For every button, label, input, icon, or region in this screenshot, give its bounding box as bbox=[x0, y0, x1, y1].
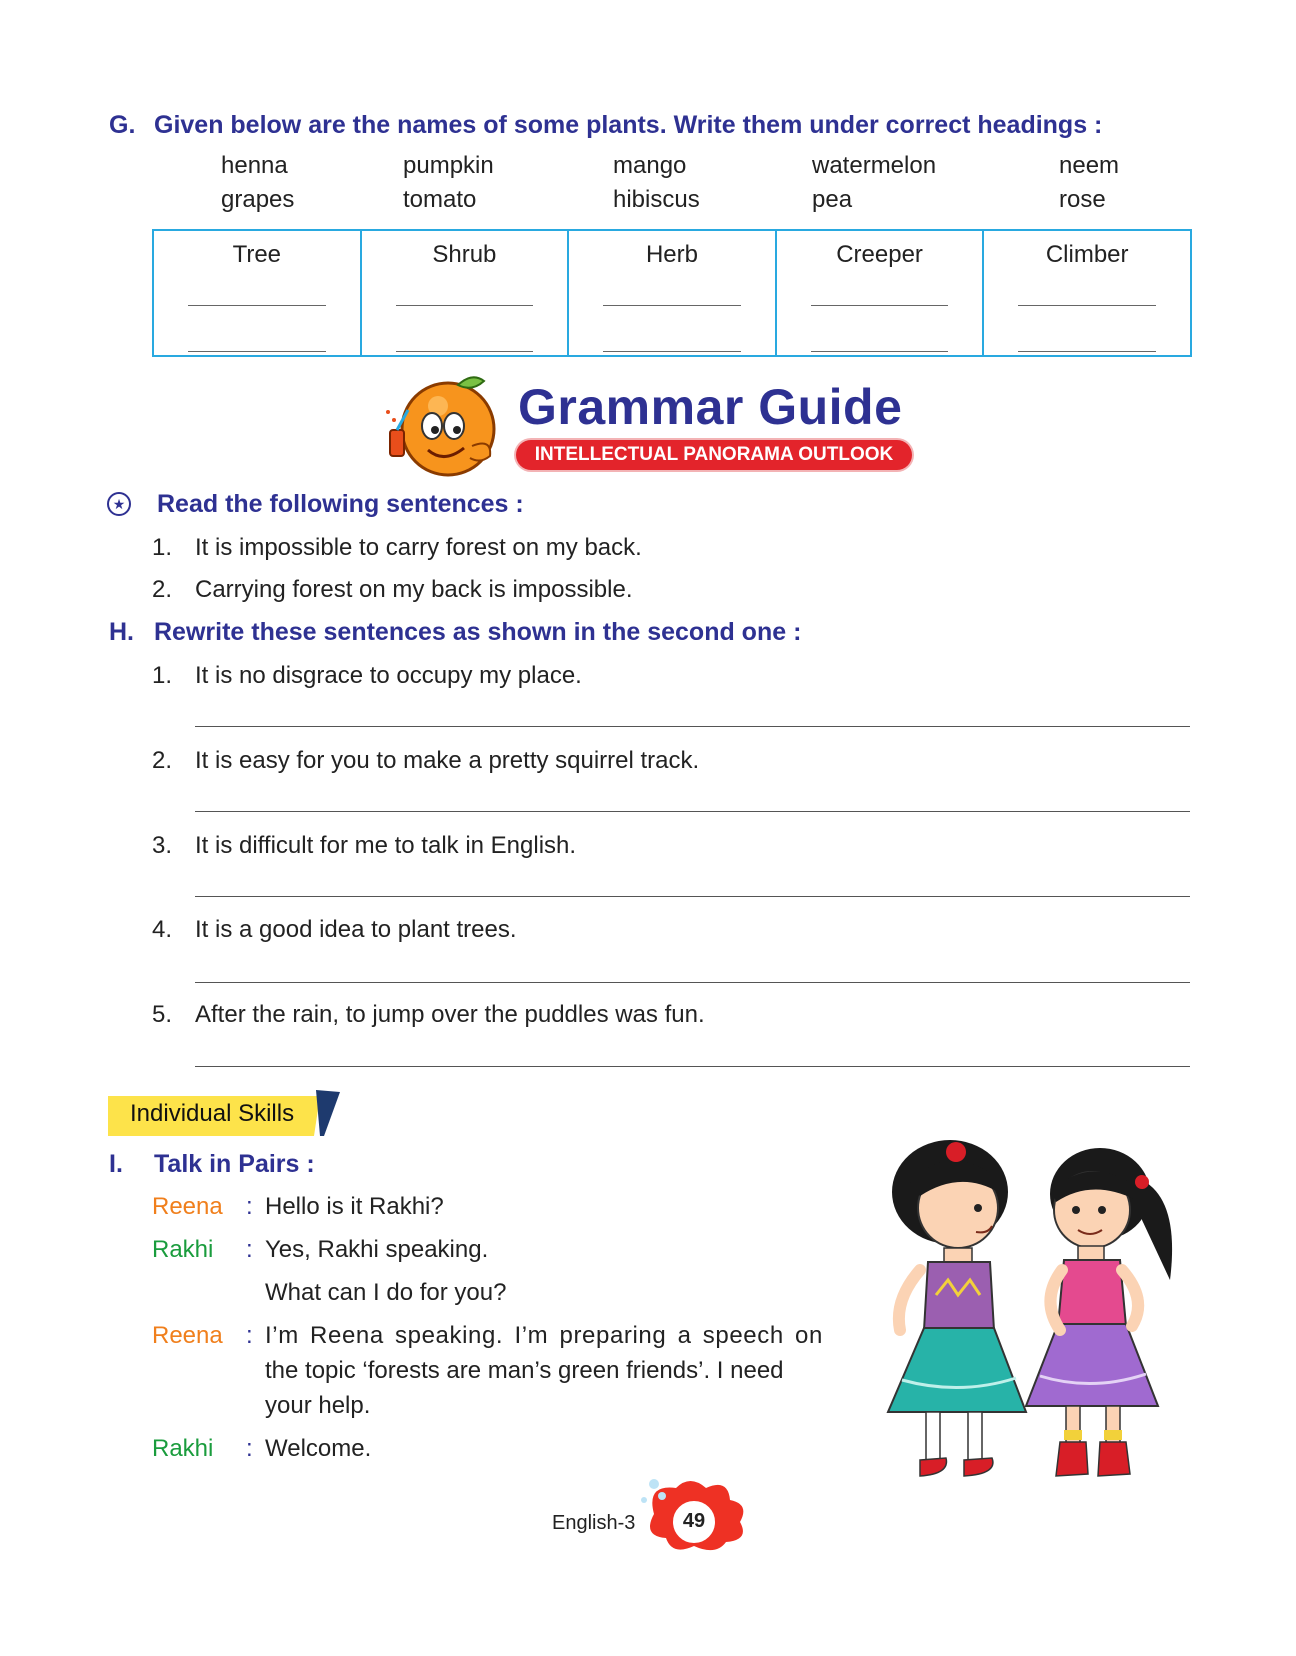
plant-category-table bbox=[152, 229, 1192, 357]
plant-word: tomato bbox=[403, 186, 477, 213]
rewrite-sentence: It is difficult for me to talk in English. bbox=[195, 832, 577, 859]
table-column-creeper bbox=[777, 231, 985, 355]
plant-word: grapes bbox=[221, 186, 295, 213]
question-h-heading: Rewrite these sentences as shown in the second one : bbox=[154, 618, 802, 646]
page-number: 49 bbox=[682, 1510, 706, 1532]
plant-word: henna bbox=[221, 152, 288, 179]
answer-blank[interactable] bbox=[188, 351, 326, 352]
read-heading: Read the following sentences : bbox=[157, 490, 524, 518]
footer-book-title: English-3 bbox=[552, 1512, 636, 1534]
banner-title: Grammar Guide bbox=[518, 379, 903, 435]
sentence-number: 2. bbox=[152, 576, 173, 603]
speaker-colon: : bbox=[246, 1193, 253, 1220]
answer-blank[interactable] bbox=[1018, 351, 1156, 352]
speaker-rakhi: Rakhi bbox=[152, 1236, 214, 1263]
speaker-reena: Reena bbox=[152, 1322, 223, 1349]
question-letter-h: H. bbox=[109, 618, 134, 646]
column-heading: Climber bbox=[1045, 241, 1129, 268]
item-number: 2. bbox=[152, 747, 173, 774]
question-letter-i: I. bbox=[109, 1150, 123, 1178]
answer-blank[interactable] bbox=[603, 351, 741, 352]
plant-word: rose bbox=[1059, 186, 1106, 213]
answer-line[interactable] bbox=[195, 811, 1190, 812]
plant-word: watermelon bbox=[812, 152, 937, 179]
speaker-colon: : bbox=[246, 1322, 253, 1349]
plant-word: pumpkin bbox=[403, 152, 494, 179]
question-letter-g: G. bbox=[109, 111, 136, 139]
rewrite-sentence: It is a good idea to plant trees. bbox=[195, 916, 517, 943]
rewrite-sentence: It is no disgrace to occupy my place. bbox=[195, 662, 582, 689]
dialogue-line: Yes, Rakhi speaking. bbox=[265, 1236, 489, 1263]
dialogue-line: your help. bbox=[265, 1392, 371, 1419]
plant-word: hibiscus bbox=[613, 186, 700, 213]
plant-word: neem bbox=[1059, 152, 1120, 179]
individual-skills-tag bbox=[108, 1090, 340, 1136]
speaker-rakhi: Rakhi bbox=[152, 1435, 214, 1462]
banner-subtitle: INTELLECTUAL PANORAMA OUTLOOK bbox=[516, 440, 912, 470]
answer-blank[interactable] bbox=[603, 305, 741, 306]
answer-blank[interactable] bbox=[1018, 305, 1156, 306]
answer-blank[interactable] bbox=[396, 351, 534, 352]
plant-word: mango bbox=[613, 152, 687, 179]
question-g-heading: Given below are the names of some plants. Write them under correct headings : bbox=[154, 111, 1103, 139]
speaker-reena: Reena bbox=[152, 1193, 223, 1220]
star-bullet-icon: ★ bbox=[107, 492, 131, 516]
dialogue-line: I’m Reena speaking. I’m preparing a speech on bbox=[265, 1322, 823, 1349]
column-heading: Creeper bbox=[836, 241, 923, 268]
table-column-herb bbox=[569, 231, 777, 355]
orange-mascot-icon bbox=[380, 372, 510, 482]
answer-blank[interactable] bbox=[811, 351, 949, 352]
sentence-number: 1. bbox=[152, 534, 173, 561]
individual-skills-label: Individual Skills bbox=[130, 1100, 295, 1127]
speaker-colon: : bbox=[246, 1435, 253, 1462]
table-column-shrub bbox=[362, 231, 570, 355]
example-sentence: Carrying forest on my back is impossible. bbox=[195, 576, 633, 603]
girl-right-figure bbox=[1026, 1148, 1172, 1476]
answer-line[interactable] bbox=[195, 896, 1190, 897]
dialogue-line: Hello is it Rakhi? bbox=[265, 1193, 444, 1220]
answer-blank[interactable] bbox=[811, 305, 949, 306]
dialogue-line: the topic ‘forests are man’s green friends’. I need bbox=[265, 1357, 784, 1384]
table-column-tree bbox=[154, 231, 362, 355]
answer-line[interactable] bbox=[195, 726, 1190, 727]
item-number: 5. bbox=[152, 1001, 173, 1028]
example-sentence: It is impossible to carry forest on my back. bbox=[195, 534, 642, 561]
answer-blank[interactable] bbox=[188, 305, 326, 306]
grammar-guide-banner bbox=[380, 372, 920, 482]
column-heading: Herb bbox=[645, 241, 698, 268]
plant-word: pea bbox=[812, 186, 853, 213]
answer-line[interactable] bbox=[195, 982, 1190, 983]
column-heading: Shrub bbox=[432, 241, 497, 268]
rewrite-sentence: After the rain, to jump over the puddles was fun. bbox=[195, 1001, 705, 1028]
table-column-climber bbox=[984, 231, 1190, 355]
item-number: 1. bbox=[152, 662, 173, 689]
girl-left-figure bbox=[888, 1140, 1026, 1476]
rewrite-sentence: It is easy for you to make a pretty squirrel track. bbox=[195, 747, 700, 774]
two-girls-illustration bbox=[880, 1130, 1200, 1490]
item-number: 4. bbox=[152, 916, 173, 943]
speaker-colon: : bbox=[246, 1236, 253, 1263]
dialogue-line: What can I do for you? bbox=[265, 1279, 507, 1306]
item-number: 3. bbox=[152, 832, 173, 859]
dialogue-line: Welcome. bbox=[265, 1435, 372, 1462]
column-heading: Tree bbox=[232, 241, 282, 268]
answer-blank[interactable] bbox=[396, 305, 534, 306]
answer-line[interactable] bbox=[195, 1066, 1190, 1067]
question-i-heading: Talk in Pairs : bbox=[154, 1150, 315, 1178]
